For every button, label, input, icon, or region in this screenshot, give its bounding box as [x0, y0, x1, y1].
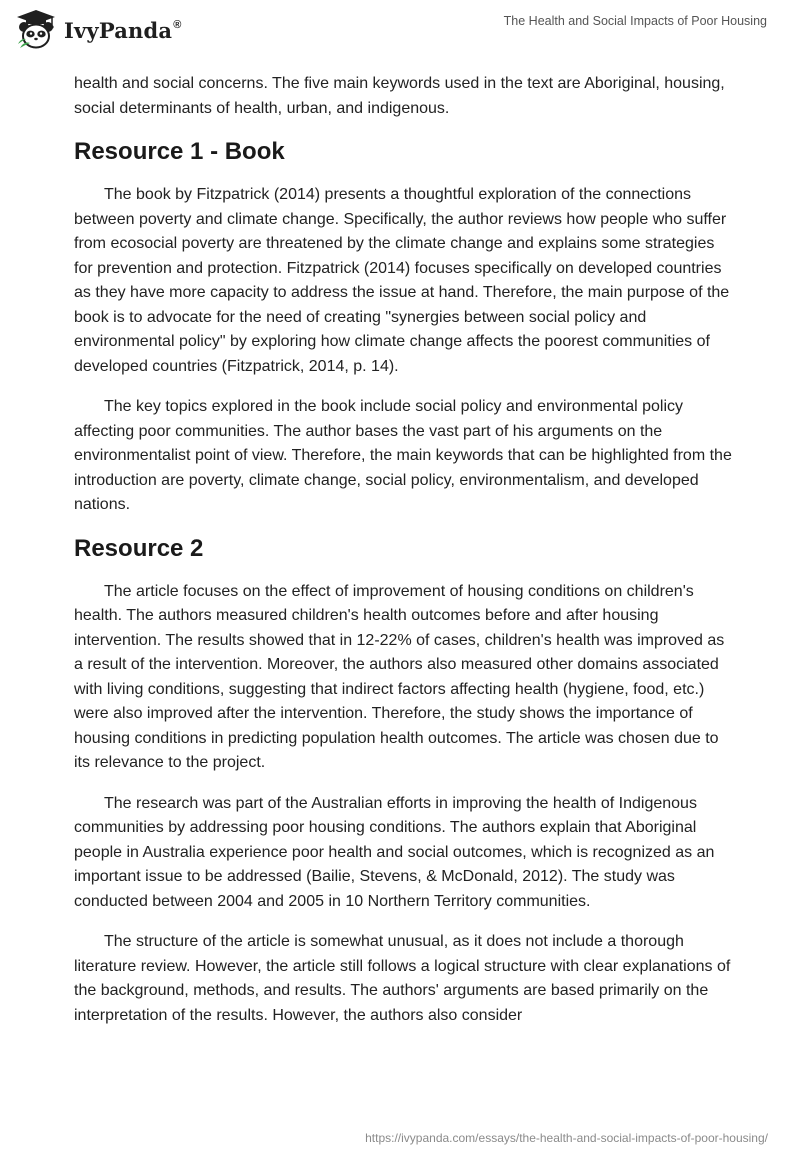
resource-2-paragraph-2: The research was part of the Australian efforts in improving the health of Indigenous communities by addressing poor housing conditions. The authors explain that Aboriginal people in Australia experience poor health and social outcomes, which is recognized as an important issue to be addressed (Bailie, Stevens, & McDonald, 2012). The study was conducted between 2004 and 2005 in 10 Northern Territory communities. [74, 794, 715, 910]
section-heading-resource-1: Resource 1 - Book [74, 138, 285, 165]
resource-2-paragraph-3: The structure of the article is somewhat unusual, as it does not include a thorough literature review. However, the article still follows a logical structure with clear explanations of the background, methods, and results. The authors' arguments are based primarily on the interpretation of the results. However, the authors also consider [74, 933, 731, 1024]
resource-1-paragraph-1: The book by Fitzpatrick (2014) presents a thoughtful exploration of the connections between poverty and climate change. Specifically, the author reviews how people who suffer from ecosocial poverty are threatened by the climate change and explains some strategies for prevention and protection. Fitzpatrick (2014) focuses specifically on developed countries as they have more capacity to address the issue at hand. Therefore, the main purpose of the book is to advocate for the need of creating "synergies between social policy and environmental policy" by exploring how climate change affects the poorest communities of developed countries (Fitzpatrick, 2014, p. 14). [74, 186, 730, 375]
document-title: The Health and Social Impacts of Poor Housing [503, 14, 767, 28]
resource-2-paragraph-1: The article focuses on the effect of improvement of housing conditions on children's health. The authors measured children's health outcomes before and after housing intervention. The results showed that in 12-22% of cases, children's health was improved as a result of the intervention. Moreover, the authors also measured other domains associated with living conditions, suggesting that indirect factors affecting health (hygiene, food, etc.) were also improved after the intervention. Therefore, the study shows the importance of housing conditions in predicting population health outcomes. The article was chosen due to its relevance to the project. [74, 582, 725, 771]
page-header [0, 0, 800, 70]
source-url[interactable]: https://ivypanda.com/essays/the-health-and-social-impacts-of-poor-housing/ [365, 1131, 768, 1145]
resource-1-paragraph-2: The key topics explored in the book include social policy and environmental policy affecting poor communities. The author bases the vast part of his arguments on the environmentalist point of view. Therefore, the main keywords that can be highlighted from the introduction are poverty, climate change, social policy, environmentalism, and developed nations. [74, 398, 732, 513]
section-heading-resource-2: Resource 2 [74, 534, 204, 562]
intro-paragraph: health and social concerns. The five main keywords used in the text are Aboriginal, housing, social determinants of health, urban, and indigenous. [74, 75, 725, 117]
ivypanda-logo[interactable] [14, 8, 182, 52]
essay-body [74, 72, 734, 1044]
brand-name: IvyPanda® [64, 17, 182, 43]
panda-graduate-icon [14, 8, 58, 52]
